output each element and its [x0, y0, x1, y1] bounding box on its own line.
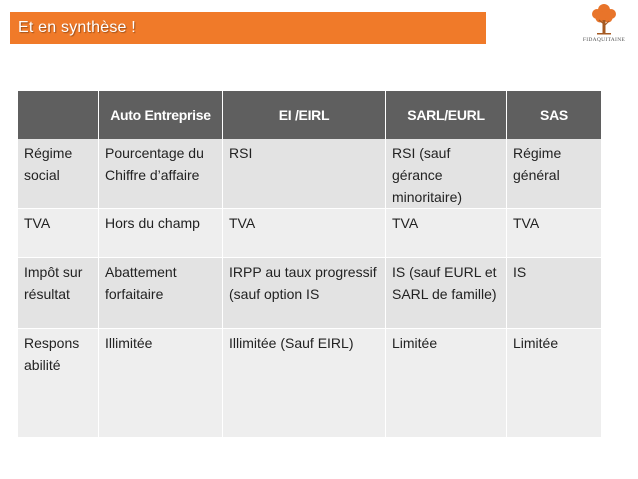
table-cell: TVA	[386, 209, 507, 258]
row-label: Régime social	[18, 139, 99, 209]
row-label: Respons abilité	[18, 329, 99, 437]
table-row	[18, 329, 602, 437]
summary-table	[17, 91, 602, 437]
row-label: TVA	[18, 209, 99, 258]
slide-title: Et en synthèse !	[18, 19, 136, 36]
table-cell: Régime général	[507, 139, 602, 209]
table-header-row	[18, 91, 602, 139]
table-cell: Hors du champ	[99, 209, 223, 258]
row-label: Impôt sur résultat	[18, 258, 99, 329]
table-cell: Pourcentage du Chiffre d’affaire	[99, 139, 223, 209]
table-cell: IS	[507, 258, 602, 329]
table-cell: Limitée	[507, 329, 602, 437]
table-cell: Abattement forfaitaire	[99, 258, 223, 329]
table-cell: RSI	[223, 139, 386, 209]
table-cell: Illimitée (Sauf EIRL)	[223, 329, 386, 437]
header-ei-eirl: EI /EIRL	[223, 91, 386, 139]
table-cell: Illimitée	[99, 329, 223, 437]
header-auto-entreprise: Auto Entreprise	[99, 91, 223, 139]
table-cell: TVA	[507, 209, 602, 258]
table-row	[18, 139, 602, 209]
table-row	[18, 209, 602, 258]
tree-icon	[589, 2, 619, 36]
table-cell: IRPP au taux progressif (sauf option IS	[223, 258, 386, 329]
table-cell: IS (sauf EURL et SARL de famille)	[386, 258, 507, 329]
company-logo	[578, 2, 630, 52]
header-sas: SAS	[507, 91, 602, 139]
table-cell: RSI (sauf gérance minoritaire)	[386, 139, 507, 209]
table-row	[18, 258, 602, 329]
title-bar	[10, 12, 486, 44]
logo-text: FIDAQUITAINE	[582, 37, 626, 43]
table-cell: Limitée	[386, 329, 507, 437]
header-cell-empty	[18, 91, 99, 139]
header-sarl-eurl: SARL/EURL	[386, 91, 507, 139]
table-cell: TVA	[223, 209, 386, 258]
